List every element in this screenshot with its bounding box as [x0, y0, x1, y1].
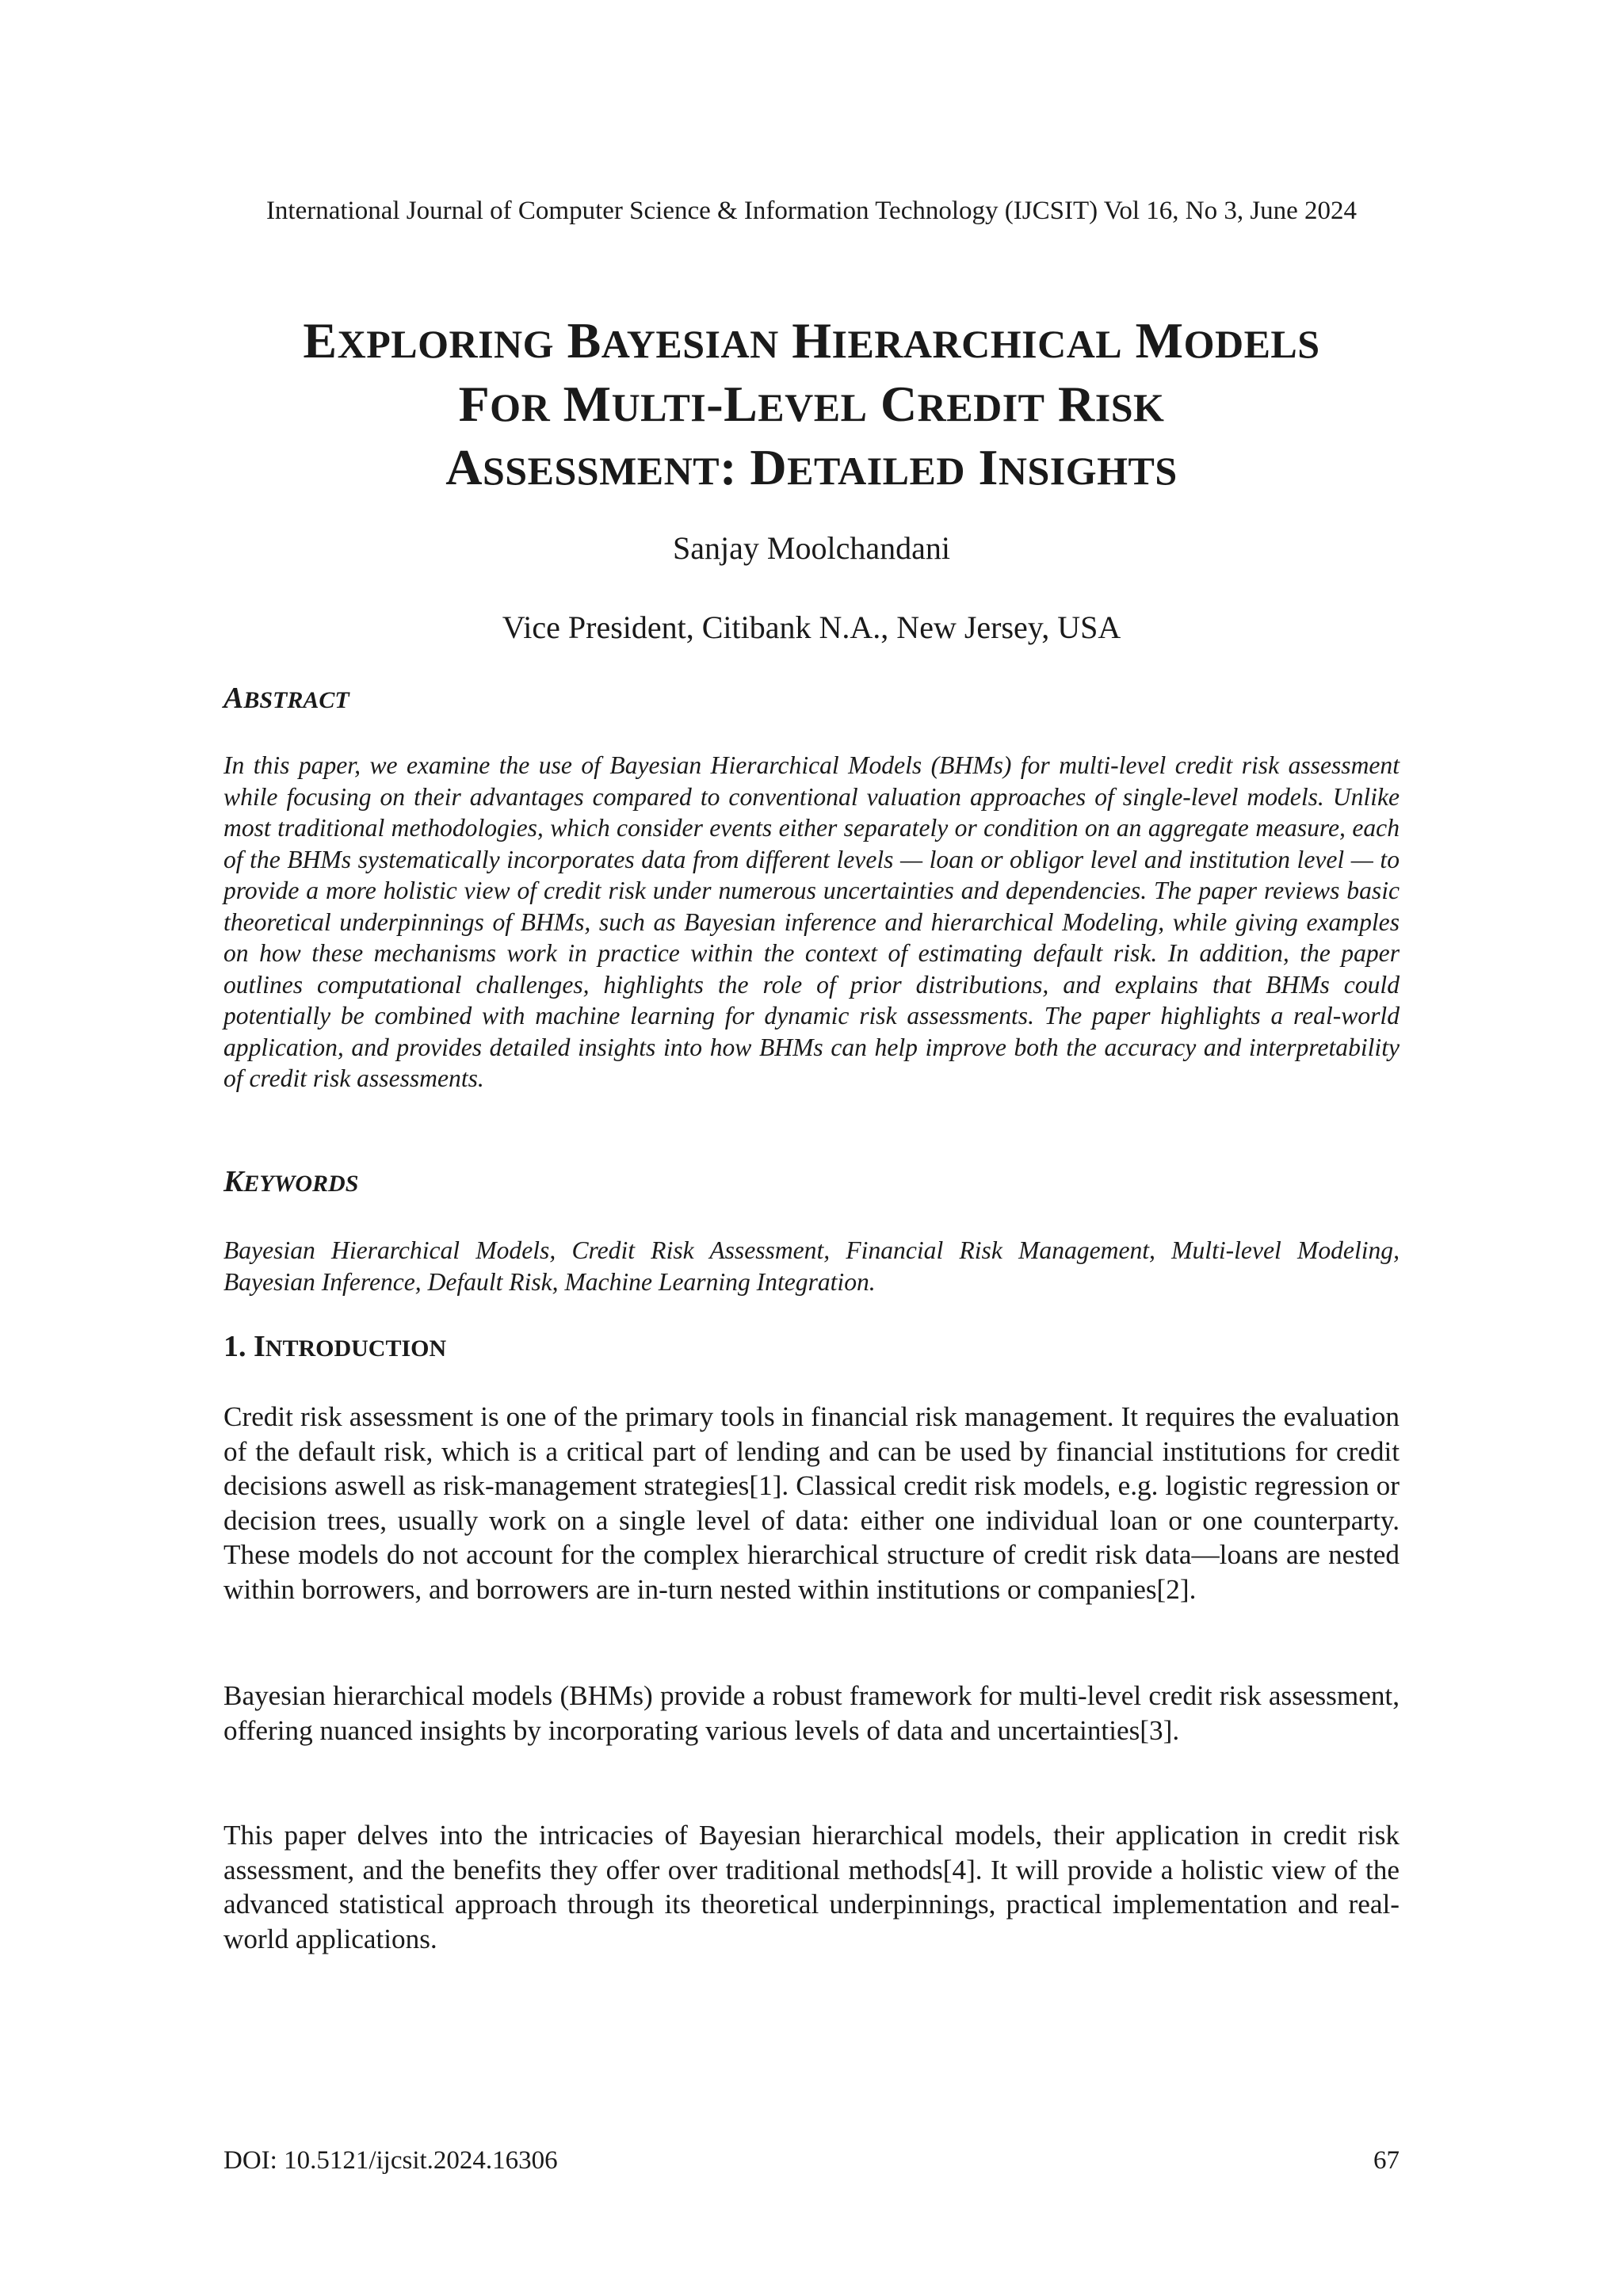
abstract-body: In this paper, we examine the use of Bayesian Hierarchical Models (BHMs) for multi-level credit risk assessment while focusing on their advantages compared to conventional valuation approaches of single-level models. Unlike most traditional methodologies, which consider events either separately or condition on an aggregate measure, each of the BHMs systematically incorporates data from different levels — loan or obligor level and institution level — to provide a more holistic view of credit risk under numerous uncertainties and dependencies. The paper reviews basic theoretical underpinnings of BHMs, such as Bayesian inference and hierarchical Modeling, while giving examples on how these mechanisms work in practice within the context of estimating default risk. In addition, the paper outlines computational challenges, highlights the role of prior distributions, and explains that BHMs could potentially be combined with machine learning for dynamic risk assessments. The paper highlights a real-world application, and provides detailed insights into how BHMs can help improve both the accuracy and interpretability of credit risk assessments.	[223, 751, 1400, 1092]
intro-paragraph-2: Bayesian hierarchical models (BHMs) provide a robust framework for multi-level credit risk assessment, offering nuanced insights by incorporating various levels of data and uncertainties[3].	[223, 1680, 1400, 1746]
intro-paragraph-3: This paper delves into the intricacies of Bayesian hierarchical models, their application in credit risk assessment, and the benefits they offer over traditional methods[4]. It will provide a holistic view of the advanced statistical approach through its theoretical underpinnings, practical implementation and real-world applications.	[223, 1820, 1400, 1954]
footer-page-number: 67	[1373, 2146, 1400, 2175]
title-line-2: FOR MULTI-LEVEL CREDIT RISK	[458, 376, 1165, 432]
title-line-1: EXPLORING BAYESIAN HIERARCHICAL MODELS	[303, 312, 1320, 369]
title-line-3: ASSESSMENT: DETAILED INSIGHTS	[445, 439, 1178, 495]
introduction-heading: 1. INTRODUCTION	[223, 1330, 447, 1363]
intro-paragraph-1: Credit risk assessment is one of the primary tools in financial risk management. It requires the evaluation of the default risk, which is a critical part of lending and can be used by financial institutions for credit decisions aswell as risk-management strategies[1]. Classical credit risk models, e.g. logistic regression or decision trees, usually work on a single level of data: either one individual loan or one counterparty. These models do not account for the complex hierarchical structure of credit risk data—loans are nested within borrowers, and borrowers are in-turn nested within institutions or companies[2].	[223, 1401, 1400, 1605]
author-affiliation: Vice President, Citibank N.A., New Jersey, USA	[502, 609, 1121, 645]
abstract-heading: ABSTRACT	[223, 682, 349, 715]
author-name: Sanjay Moolchandani	[673, 530, 950, 566]
keywords-body: Bayesian Hierarchical Models, Credit Risk Assessment, Financial Risk Management, Multi-level Modeling, Bayesian Inference, Default Risk, Machine Learning Integration.	[223, 1236, 1400, 1296]
paper-title	[158, 311, 1465, 501]
keywords-heading: KEYWORDS	[223, 1165, 359, 1198]
footer-doi: DOI: 10.5121/ijcsit.2024.16306	[223, 2146, 558, 2175]
journal-running-header: International Journal of Computer Science & Information Technology (IJCSIT) Vol 16, No 3, June 2024	[265, 197, 1358, 225]
